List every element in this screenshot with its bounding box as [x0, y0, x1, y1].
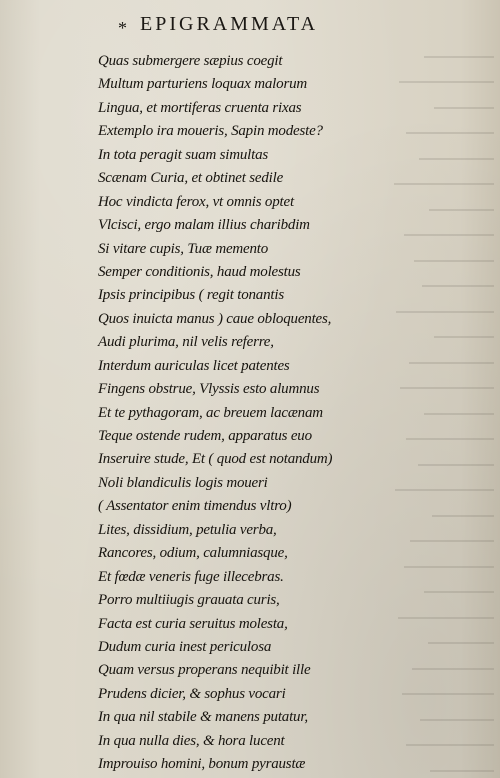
verse-line: Si vitare cupis, Tuæ memento	[98, 240, 269, 257]
verse-line: Noli blandiculis logis moueri	[98, 474, 268, 491]
verse-line: Interdum auriculas licet patentes	[98, 357, 290, 374]
verse-line: Teque ostende rudem, apparatus euo	[98, 428, 312, 444]
verse-line: Quas submergere sæpius coegit	[98, 53, 283, 69]
verse-line: Audi plurima, nil velis referre,	[98, 334, 274, 351]
verse-line: Et fœdæ veneris fuge illecebras.	[98, 568, 284, 585]
verse-line: Ipsis principibus ( regit tonantis	[98, 287, 284, 304]
verse-line: Lites, dissidium, petulia verba,	[98, 521, 277, 538]
verse-line: Quam versus properans nequibit ille	[98, 662, 311, 679]
verse-line: Et te pythagoram, ac breuem lacænam	[98, 404, 323, 421]
verse-line: Hoc vindicta ferox, vt omnis optet	[98, 193, 294, 210]
verse-line: Prudens dicier, & sophus vocari	[98, 685, 286, 702]
verse-line: In tota peragit suam simultas	[98, 146, 269, 163]
verse-line: Inseruire stude, Et ( quod est notandum)	[98, 451, 333, 468]
verse-line: In qua nil stabile & manens putatur,	[98, 709, 308, 726]
verse-line: Vlcisci, ergo malam illius charibdim	[98, 217, 310, 234]
verse-line: Semper conditionis, haud molestus	[98, 263, 301, 280]
verse-line: Rancores, odium, calumniasque,	[98, 545, 288, 562]
header-ornament: *	[118, 18, 127, 38]
verse-line: Scænam Curia, et obtinet sedile	[98, 170, 284, 187]
verse-line: Improuiso homini, bonum pyraustæ	[98, 756, 306, 773]
verse-line: Multum parturiens loquax malorum	[98, 76, 308, 93]
verse-line: Extemplo ira moueris, Sapin modeste?	[98, 123, 323, 140]
poem-text	[98, 50, 398, 777]
verse-line: Facta est curia seruitus molesta,	[98, 615, 288, 632]
verse-line: Fingens obstrue, Vlyssis esto alumnus	[98, 381, 320, 398]
verse-line: Quos inuicta manus ) caue obloquentes,	[98, 310, 332, 327]
verse-line: Porro multiiugis grauata curis,	[98, 592, 280, 609]
verse-line: In qua nulla dies, & hora lucent	[98, 732, 285, 749]
verse-line: ( Assentator enim timendus vltro)	[98, 498, 292, 515]
page-title: EPIGRAMMATA	[140, 13, 319, 35]
verse-line: Dudum curia inest periculosa	[98, 638, 272, 655]
verse-line: Lingua, et mortiferas cruenta rixas	[98, 99, 302, 116]
